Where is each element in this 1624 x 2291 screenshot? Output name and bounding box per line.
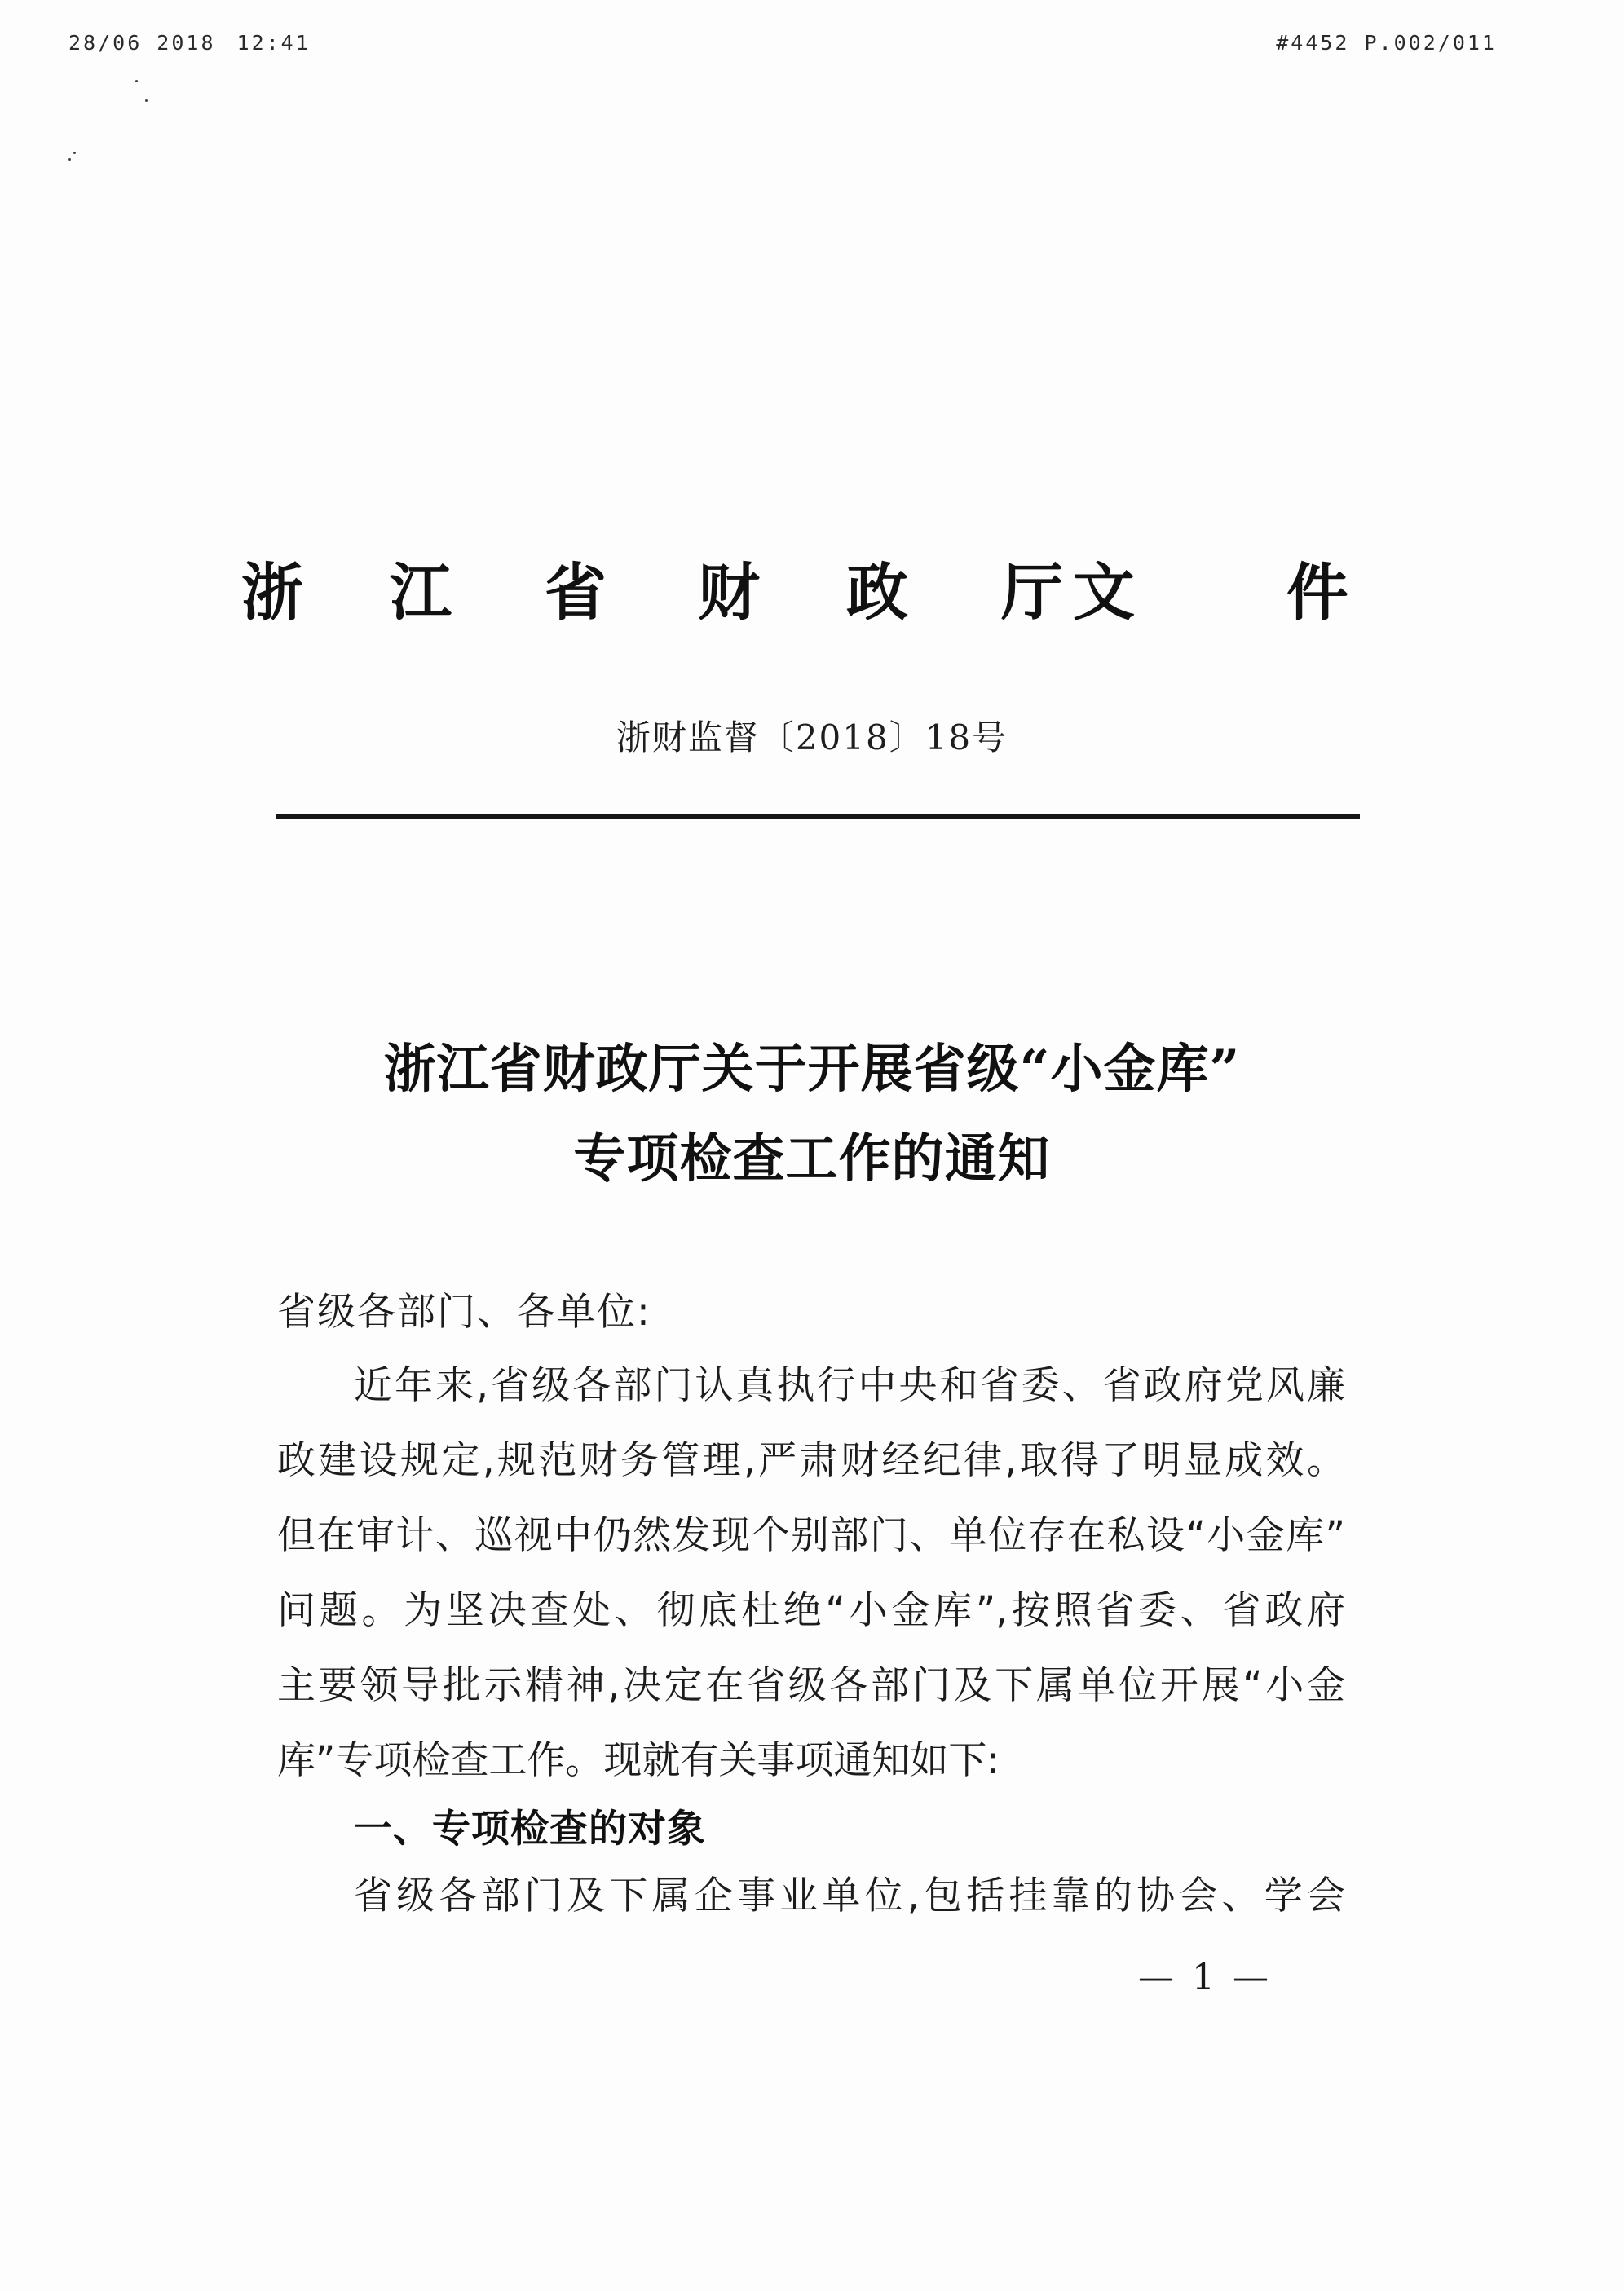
masthead-char: 江 [390, 556, 452, 629]
fax-date: 28/06 2018 [68, 31, 216, 55]
paragraph-line: 近年来,省级各部门认真执行中央和省委、省政府党风廉 [354, 1363, 1345, 1408]
scan-speck [68, 158, 71, 161]
scan-speck [135, 80, 138, 82]
document-masthead [241, 548, 1350, 638]
fax-header-timestamp [68, 31, 311, 55]
document-number: 浙财监督〔2018〕18号 [616, 717, 1008, 757]
section-heading: 一、专项检查的对象 [354, 1807, 706, 1852]
paragraph-line: 省级各部门及下属企事业单位,包括挂靠的协会、学会 [354, 1874, 1345, 1918]
masthead-char: 浙 [241, 556, 303, 629]
paragraph-line: 库”专项检查工作。现就有关事项通知如下: [277, 1738, 1000, 1783]
masthead-char: 厅 [1001, 556, 1063, 629]
masthead-char: 政 [846, 556, 908, 629]
fax-header-page-ref: #4452 P.002/011 [1276, 31, 1497, 55]
masthead-char: 文 [1073, 556, 1135, 629]
scan-speck [145, 99, 148, 102]
page-number: — 1 — [1138, 1957, 1272, 1998]
paragraph-line: 主要领导批示精神,决定在省级各部门及下属单位开展“小金 [277, 1663, 1345, 1708]
document-title-line-1: 浙江省财政厅关于开展省级“小金库” [383, 1039, 1241, 1100]
paragraph-line: 但在审计、巡视中仍然发现个别部门、单位存在私设“小金库” [277, 1513, 1345, 1558]
addressee: 省级各部门、各单位: [277, 1290, 651, 1335]
paragraph-line: 问题。为坚决查处、彻底杜绝“小金库”,按照省委、省政府 [277, 1588, 1345, 1633]
masthead-char: 件 [1286, 556, 1348, 629]
masthead-char: 省 [545, 556, 607, 629]
fax-time: 12:41 [236, 31, 311, 55]
scan-speck [73, 152, 76, 154]
paragraph-line: 政建设规定,规范财务管理,严肃财经纪律,取得了明显成效。 [277, 1438, 1345, 1483]
masthead-divider-rule [276, 814, 1360, 819]
masthead-char: 财 [698, 556, 760, 629]
document-title-line-2: 专项检查工作的通知 [573, 1128, 1051, 1190]
